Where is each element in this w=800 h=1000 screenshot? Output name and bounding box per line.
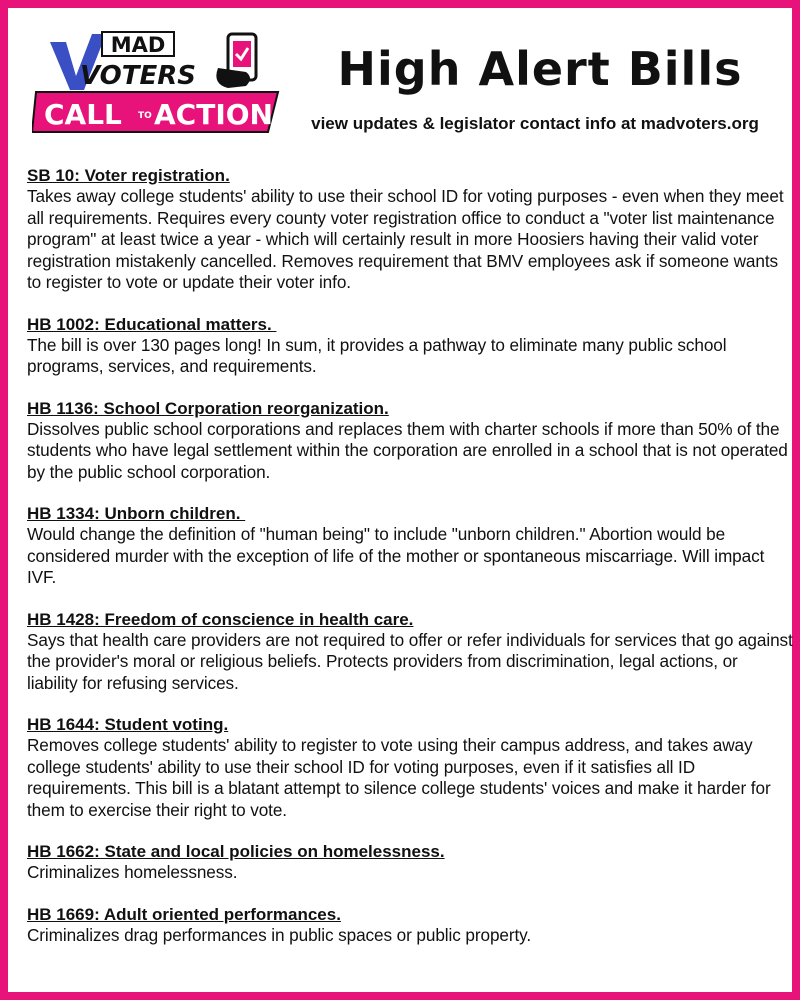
logo-voters-text: VOTERS xyxy=(80,61,197,91)
bill-title: HB 1428: Freedom of conscience in health care. xyxy=(27,609,414,629)
bill-item xyxy=(27,904,793,947)
bill-item xyxy=(27,503,793,589)
bill-item xyxy=(27,314,793,378)
bill-description: Criminalizes drag performances in public spaces or public property. xyxy=(27,924,532,945)
phone-hand-icon xyxy=(216,34,256,88)
bill-title: HB 1669: Adult oriented performances. xyxy=(27,904,341,924)
bill-item xyxy=(27,841,793,884)
bill-description: Says that health care providers are not required to offer or refer individuals for services that go against the provider's moral or religious beliefs. Protects providers from discrimination, legal actions, or liability for refusing services. xyxy=(27,629,793,693)
bill-description: Takes away college students' ability to use their school ID for voting purposes - even when they meet all requirements. Requires every county voter registration office to conduct a "voter list maintenance program" at least twice a year - which will certainly result in more Hoosiers having their valid voter registration mistakenly cancelled. Removes requirement that BMV employees ask if someone wants to register to vote or update their voter info. xyxy=(27,186,784,292)
bill-description: Dissolves public school corporations and replaces them with charter schools if more than 50% of the students who have legal settlement within the corporation are enrolled in a school that is not operated by the public school corporation. xyxy=(27,418,788,482)
bill-item xyxy=(27,714,793,821)
bill-description: Would change the definition of "human being" to include "unborn children." Abortion would be considered murder with the exception of life of the mother or spontaneous miscarriage. Will impact IVF. xyxy=(27,524,765,587)
bill-list xyxy=(27,165,793,966)
bill-item xyxy=(27,398,793,484)
bill-title: HB 1334: Unborn children. xyxy=(27,504,246,523)
logo-mad-text: MAD xyxy=(110,33,166,57)
bill-item xyxy=(27,165,793,294)
bill-title: HB 1136: School Corporation reorganization. xyxy=(27,398,389,418)
bill-title: HB 1662: State and local policies on homelessness. xyxy=(27,842,445,861)
logo-call-text: CALL xyxy=(44,98,122,131)
bill-description: Criminalizes homelessness. xyxy=(27,862,238,882)
page-subtitle: view updates & legislator contact info at madvoters.org xyxy=(311,114,759,133)
logo-action-text: ACTION! xyxy=(154,98,286,131)
bill-description: The bill is over 130 pages long! In sum, it provides a pathway to eliminate many public school programs, services, and requirements. xyxy=(27,334,727,376)
bill-title: HB 1002: Educational matters. xyxy=(27,314,277,334)
bill-item xyxy=(27,609,793,695)
bill-description: Removes college students' ability to register to vote using their campus address, and takes away college students' ability to use their school ID for voting purposes, even if it satisfies all ID requirements. This bill is a blatant attempt to silence college students' voices and make it harder for them to exercise their right to vote. xyxy=(27,735,771,820)
page-title: High Alert Bills xyxy=(337,42,743,96)
bill-title: SB 10: Voter registration. xyxy=(27,166,230,185)
logo-to-text: TO xyxy=(138,111,152,121)
mad-voters-logo xyxy=(32,28,292,138)
bill-title: HB 1644: Student voting. xyxy=(27,715,229,734)
logo-graphic xyxy=(32,28,292,138)
